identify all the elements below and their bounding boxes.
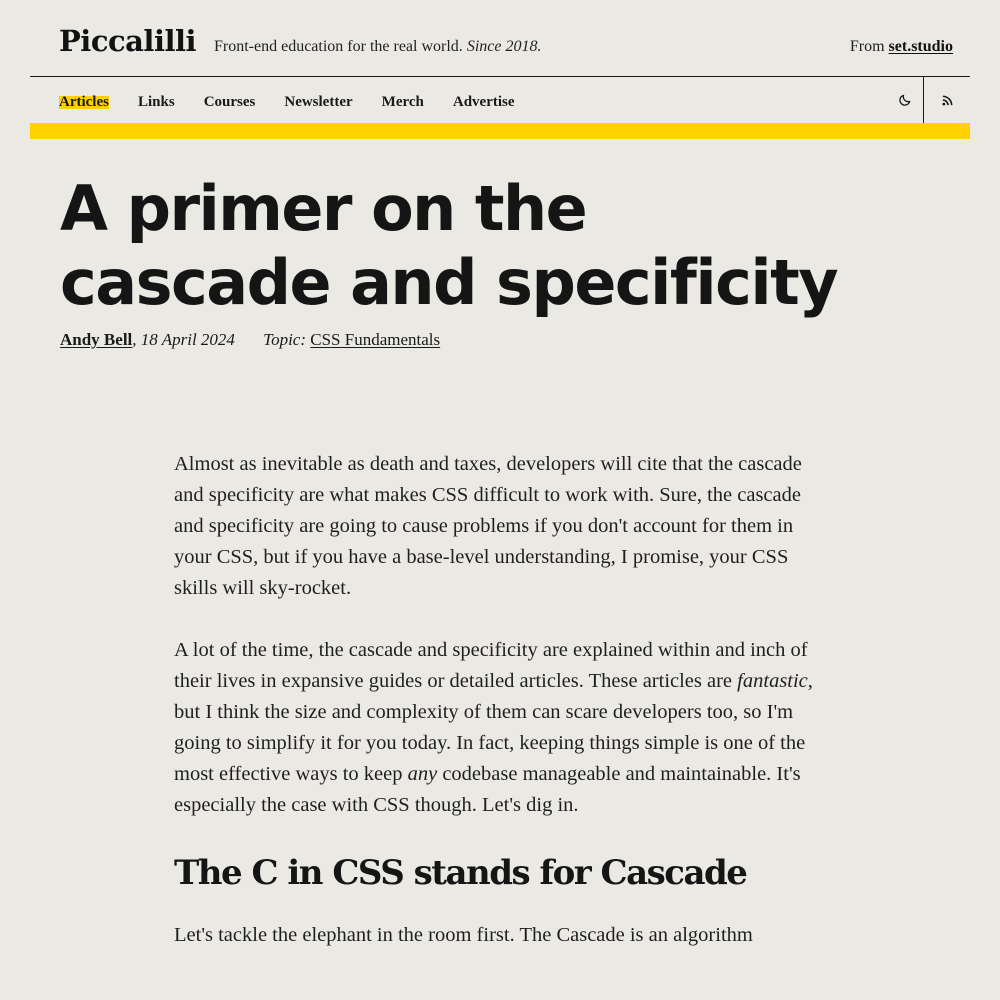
paragraph-1: Almost as inevitable as death and taxes, developers will cite that the cascade and specificity are what makes CSS difficult to work with. Sure, the cascade and specificity are going to cause problems if you don't account for them in your CSS, but if you have a base-level understanding, I promise, your CSS skills will sky-rocket. <box>174 453 802 599</box>
theme-toggle-button[interactable] <box>886 77 924 123</box>
nav-item-newsletter[interactable]: Newsletter <box>284 94 353 110</box>
tagline <box>214 38 541 56</box>
title-line-1: A primer on the <box>60 172 587 245</box>
paragraph-2-emphasis-fantastic: fantastic <box>737 670 808 692</box>
publish-date: 18 April 2024 <box>140 330 235 349</box>
topic-label: Topic: <box>263 330 306 349</box>
article-title <box>60 172 960 320</box>
moon-icon <box>898 93 912 107</box>
site-header <box>30 0 970 77</box>
nav-item-links[interactable]: Links <box>137 94 175 110</box>
article-body <box>174 449 834 982</box>
brand-logo[interactable]: Piccalilli <box>59 24 197 58</box>
nav-item-articles[interactable]: Articles <box>59 94 109 110</box>
section-heading-cascade: The C in CSS stands for Cascade <box>174 853 747 893</box>
main-nav <box>30 77 970 123</box>
from-credit <box>850 38 953 56</box>
tagline-since: Since 2018. <box>466 38 542 55</box>
paragraph-2-part-c: codebase manageable and maintainable. It's especially the case with CSS though. Let's dig in. <box>174 763 801 816</box>
paragraph-3: Let's tackle the elephant in the room first. The Cascade is an algorithm <box>174 924 753 946</box>
article-meta: Andy Bell, 18 April 2024 Topic: CSS Fundamentals <box>60 330 441 349</box>
set-studio-link[interactable]: set.studio <box>888 38 953 55</box>
nav-item-courses[interactable]: Courses <box>203 94 256 110</box>
paragraph-2 <box>174 635 834 821</box>
nav-item-merch[interactable]: Merch <box>381 94 424 110</box>
rss-icon <box>942 95 953 106</box>
title-line-2: cascade and specificity <box>60 246 838 319</box>
nav-item-advertise[interactable]: Advertise <box>452 94 515 110</box>
paragraph-2-part-a: A lot of the time, the cascade and specificity are explained within and inch of their lives in expansive guides or detailed articles. These articles are <box>174 639 808 692</box>
tagline-text: Front-end education for the real world. <box>214 38 463 55</box>
from-label: From <box>849 38 885 55</box>
topic-link[interactable]: CSS Fundamentals <box>310 330 441 349</box>
nav-list <box>59 91 544 111</box>
rss-feed-button[interactable] <box>924 77 970 123</box>
author-link[interactable]: Andy Bell <box>60 330 133 349</box>
paragraph-2-part-b: , but I think the size and complexity of them can scare developers too, so I'm going to simplify it for you today. In fact, keeping things simple is one of the most effective ways to keep <box>174 670 813 785</box>
paragraph-2-emphasis-any: any <box>407 763 438 785</box>
accent-bar <box>30 123 970 139</box>
